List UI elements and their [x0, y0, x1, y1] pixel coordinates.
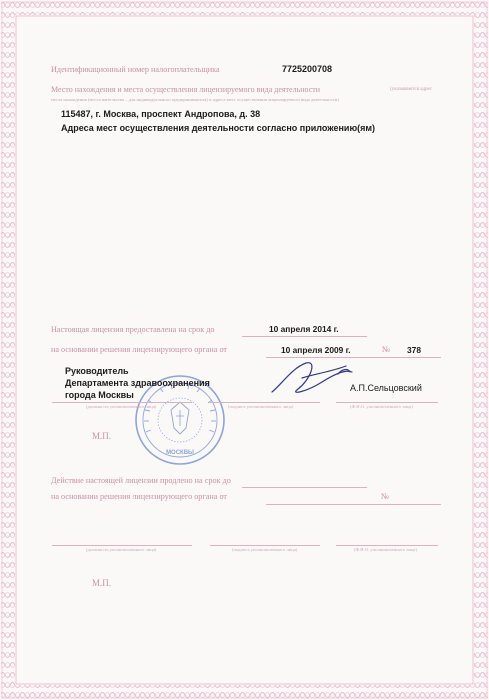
signatory-position-1: Руководитель: [65, 366, 129, 376]
taxpayer-id-label: Идентификационный номер налогоплательщика: [51, 65, 220, 74]
extension-basis-label: на основании решения лицензирующего органа от: [51, 492, 228, 501]
signatory-position-3: города Москвы: [65, 390, 134, 400]
extension-position-line: [52, 545, 192, 546]
signatory-signature-caption: (подпись уполномоченного лица): [228, 404, 294, 409]
signatory-name-line: [336, 402, 438, 403]
extension-basis-line: [266, 504, 441, 505]
seal-place-2: М.П.: [92, 578, 112, 588]
extension-term-line: [242, 487, 367, 488]
grant-basis-line: [266, 357, 441, 358]
extension-position-caption: (должность уполномоченного лица): [86, 547, 157, 552]
address-label: Место нахождения и места осуществления лицензируемого вида деятельности: [51, 85, 321, 94]
address-hint-b: места нахождения (места жительства – для индивидуального предпринимателя) и адреса мест осуществления лицензируемого вида деятельности): [51, 97, 339, 102]
signatory-position-caption: (должность уполномоченного лица): [86, 404, 157, 409]
grant-term-value: 10 апреля 2014 г.: [269, 324, 339, 334]
signatory-position-line: [52, 402, 192, 403]
grant-term-line: [242, 336, 367, 337]
extension-name-line: [336, 545, 438, 546]
address-line-1: 115487, г. Москва, проспект Андропова, д. 38: [61, 109, 261, 119]
grant-number-sign: №: [382, 345, 390, 354]
stamp-caption: МОСКВЫ: [166, 450, 194, 456]
signatory-position-2: Департамента здравоохранения: [65, 378, 210, 388]
extension-term-label: Действие настоящей лицензии продлено на срок до: [51, 476, 231, 485]
signatory-name: А.П.Сельцовский: [350, 383, 422, 393]
grant-number-value: 378: [407, 345, 421, 355]
signatory-signature-line: [210, 402, 320, 403]
seal-place-1: М.П.: [92, 431, 112, 441]
handwritten-signature: [272, 363, 352, 393]
grant-basis-label: на основании решения лицензирующего органа от: [51, 345, 228, 354]
grant-term-label: Настоящая лицензия предоставлена на срок до: [51, 325, 215, 334]
address-line-2: Адреса мест осуществления деятельности согласно приложению(ям): [61, 123, 376, 133]
grant-basis-date: 10 апреля 2009 г.: [281, 345, 351, 355]
extension-signature-caption: (подпись уполномоченного лица): [232, 547, 298, 552]
signatory-name-caption: (Ф.И.О. уполномоченного лица): [350, 404, 413, 409]
extension-number-sign: №: [381, 492, 389, 501]
address-hint-a: (указываются адрес: [390, 87, 433, 92]
official-stamp: [136, 376, 224, 464]
extension-name-caption: (Ф.И.О. уполномоченного лица): [354, 547, 417, 552]
extension-signature-line: [210, 545, 320, 546]
taxpayer-id-value: 7725200708: [282, 64, 333, 74]
